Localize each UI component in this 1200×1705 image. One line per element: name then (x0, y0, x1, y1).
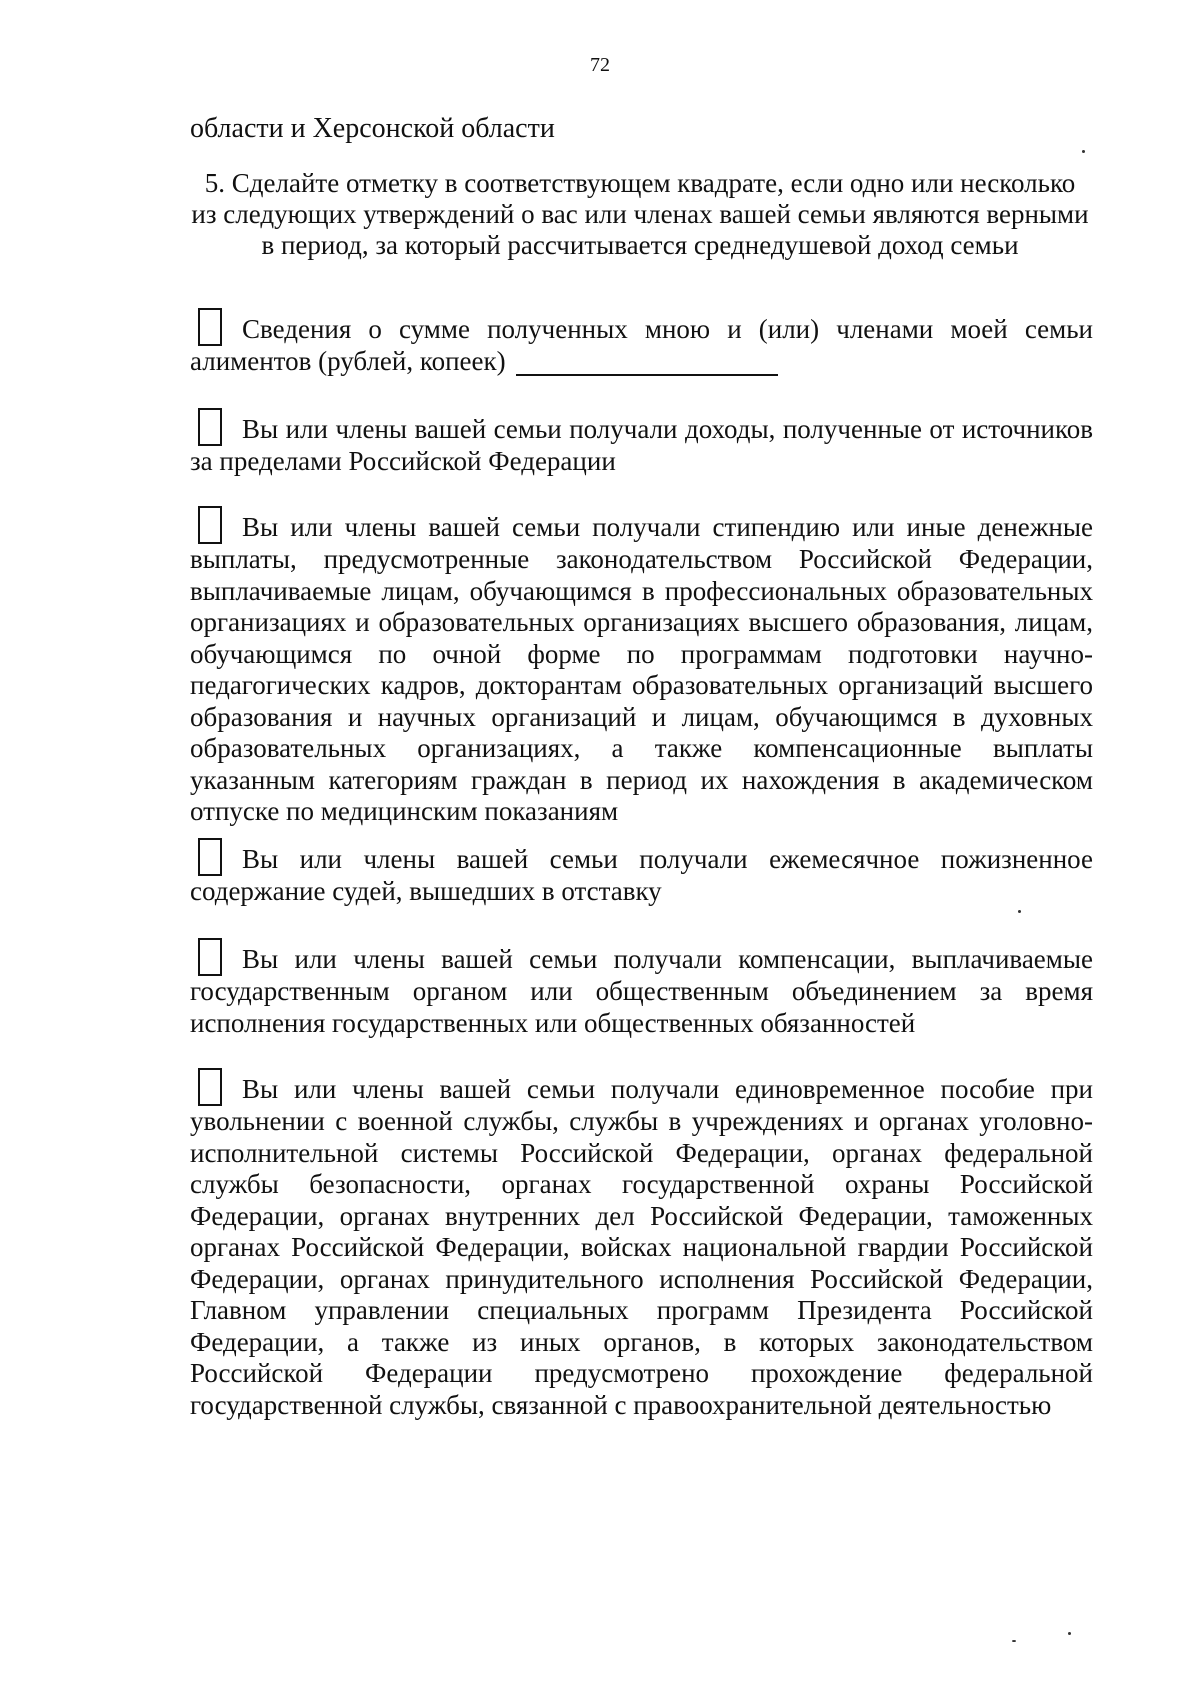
scholarship-checkbox[interactable] (198, 506, 222, 544)
scan-speck (1082, 150, 1085, 153)
public-duties-compensation-checkbox[interactable] (198, 938, 222, 976)
alimony-item (190, 308, 1093, 378)
scan-speck (1018, 910, 1021, 913)
section-heading: 5. Сделайте отметку в соответствующем квадрате, если одно или несколько из следующих утверждений о вас или членах вашей семьи являются верными в период, за который рассчитывается среднедушевой доход семьи (191, 168, 1089, 260)
judge-allowance-checkbox[interactable] (198, 838, 222, 876)
discharge-allowance-item-text: Вы или члены вашей семьи получали единовременное пособие при увольнении с военной службы, службы в учреждениях и органах уголовно-исполнительной системы Российской Федерации, органах федеральной службы безопасности, органах государственной охраны Российской Федерации, органах внутренних дел Российской Федерации, таможенных органах Российской Федерации, войсках национальной гвардии Российской Федерации, органах принудительного исполнения Российской Федерации, Главном управлении специальных программ Президента Российской Федерации, а также из иных органов, в которых законодательством Российской Федерации предусмотрено прохождение федеральной государственной службы, связанной с правоохранительной деятельностью (190, 1074, 1093, 1420)
public-duties-compensation-item-text: Вы или члены вашей семьи получали компенсации, выплачиваемые государственным органом или общественным объединением за время исполнения государственных или общественных обязанностей (190, 944, 1093, 1038)
discharge-allowance-checkbox[interactable] (198, 1068, 222, 1106)
continuation-text: области и Херсонской области (190, 113, 555, 144)
public-duties-compensation-item (190, 938, 1093, 1039)
scan-speck (1068, 1632, 1071, 1635)
foreign-income-item-text: Вы или члены вашей семьи получали доходы, полученные от источников за пределами Российской Федерации (190, 414, 1093, 476)
alimony-checkbox[interactable] (198, 308, 222, 346)
foreign-income-checkbox[interactable] (198, 408, 222, 446)
alimony-item-text: Сведения о сумме полученных мною и (или) членами моей семьи алиментов (рублей, копеек) (190, 314, 1093, 376)
discharge-allowance-item (190, 1068, 1093, 1421)
judge-allowance-item (190, 838, 1093, 908)
judge-allowance-item-text: Вы или члены вашей семьи получали ежемесячное пожизненное содержание судей, вышедших в отставку (190, 844, 1093, 906)
scholarship-item-text: Вы или члены вашей семьи получали стипендию или иные денежные выплаты, предусмотренные законодательством Российской Федерации, выплачиваемые лицам, обучающимся в профессиональных образовательных организациях и образовательных организациях высшего образования, лицам, обучающимся по очной форме по программам подготовки научно-педагогических кадров, докторантам образовательных организаций высшего образования и научных организаций и лицам, обучающимся в духовных образовательных организациях, а также компенсационные выплаты указанным категориям граждан в период их нахождения в академическом отпуске по медицинским показаниям (190, 512, 1093, 826)
scan-speck (1012, 1640, 1016, 1642)
scholarship-item (190, 506, 1093, 828)
foreign-income-item (190, 408, 1093, 478)
alimony-amount-field[interactable] (516, 350, 778, 376)
page-number: 72 (590, 54, 610, 76)
